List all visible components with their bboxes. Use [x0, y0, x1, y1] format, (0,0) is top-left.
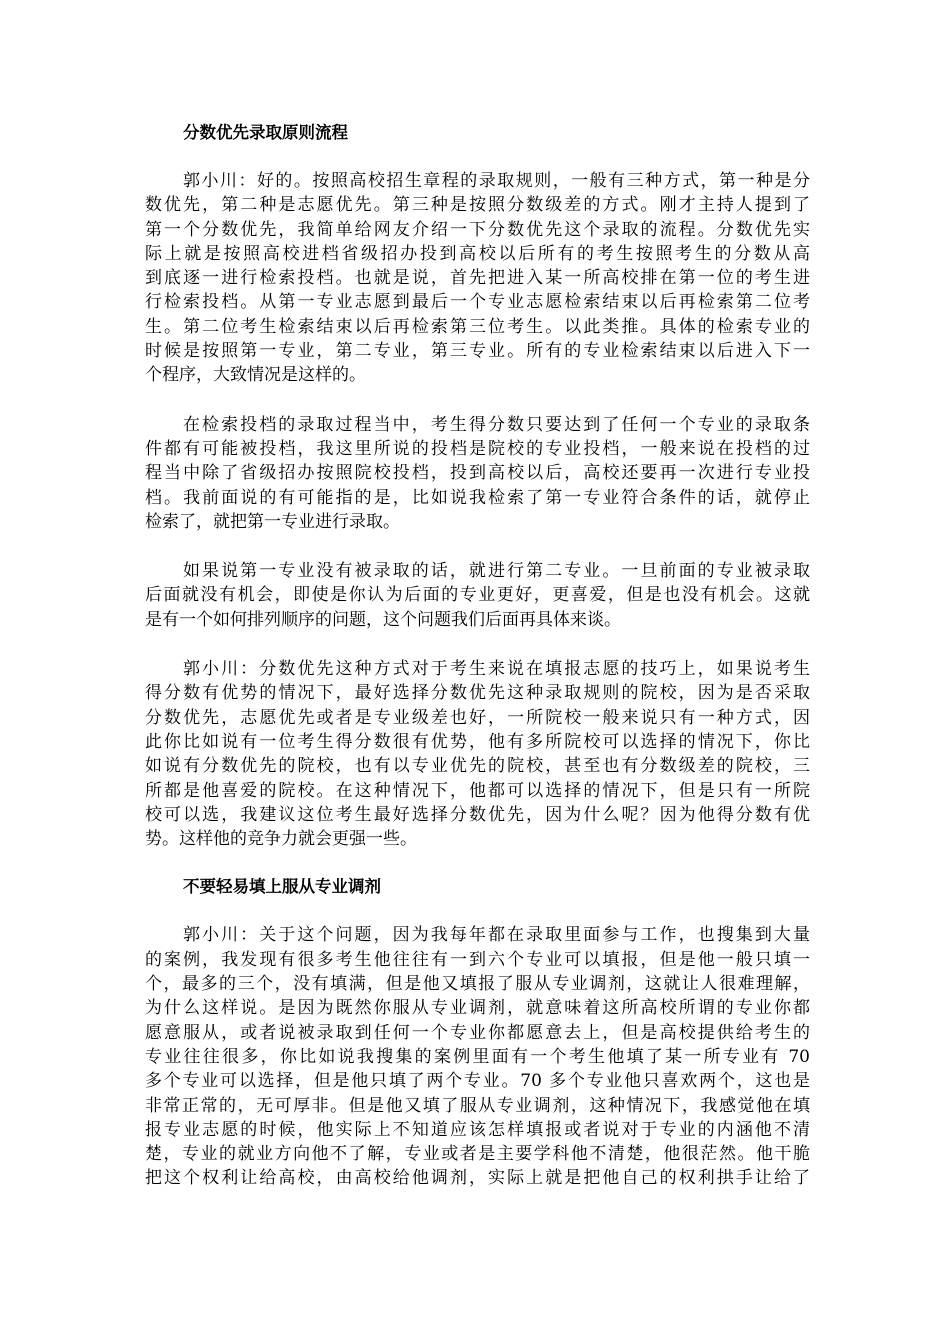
paragraph-line: 程当中除了省级招办按照院校投档，投到高校以后，高校还要再一次进行专业投: [145, 463, 810, 484]
paragraph-line: 是有一个如何排列顺序的问题，这个问题我们后面再具体来谈。: [145, 609, 621, 630]
paragraph-line: 到底逐一进行检索投档。也就是说，首先把进入某一所高校排在第一位的考生进: [145, 268, 810, 289]
paragraph-score-advantage: [145, 657, 810, 851]
document-page: [145, 120, 810, 1191]
paragraph-retrieval-process: [145, 413, 810, 534]
paragraph-line: 郭小川：分数优先这种方式对于考生来说在填报志愿的技巧上，如果说考生: [183, 659, 810, 680]
paragraph-line: 报专业志愿的时候，他实际上不知道应该怎样填报或者说对于专业的内涵他不清: [145, 1119, 810, 1140]
paragraph-line: 在检索投档的录取过程当中，考生得分数只要达到了任何一个专业的录取条: [183, 414, 810, 435]
paragraph-line: 校可以选，我建议这位考生最好选择分数优先，因为什么呢？因为他得分数有优: [145, 804, 810, 825]
paragraph-line: 非常正常的，无可厚非。但是他又填了服从专业调剂，这种情况下，我感觉他在填: [145, 1095, 810, 1116]
paragraph-line: 第一个分数优先，我简单给网友介绍一下分数优先这个录取的流程。分数优先实: [145, 219, 810, 240]
paragraph-score-priority-intro: [145, 169, 810, 388]
paragraph-second-major: [145, 559, 810, 632]
paragraph-line: 个程序，大致情况是这样的。: [145, 365, 366, 386]
paragraph-line: 档。我前面说的有可能指的是，比如说我检索了第一专业符合条件的话，就停止: [145, 487, 810, 508]
paragraph-line: 为什么这样说。是因为既然你服从专业调剂，就意味着这所高校所谓的专业你都: [145, 998, 810, 1019]
paragraph-line: 愿意服从，或者说被录取到任何一个专业你都愿意去上，但是高校提供给考生的: [145, 1022, 810, 1043]
paragraph-line: 如说有分数优先的院校，也有以专业优先的院校，甚至也有分数级差的院校，三: [145, 756, 810, 777]
section-heading-score-priority: 分数优先录取原则流程: [183, 123, 348, 142]
paragraph-line: 时候是按照第一专业，第二专业，第三专业。所有的专业检索结束以后进入下一: [145, 341, 810, 362]
paragraph-line: 郭小川：好的。按照高校招生章程的录取规则，一般有三种方式，第一种是分: [183, 171, 810, 191]
paragraph-line: 多个专业可以选择，但是他只填了两个专业。70 多个专业他只喜欢两个，这也是: [145, 1071, 810, 1092]
paragraph-line: 检索了，就把第一专业进行录取。: [145, 511, 400, 532]
paragraph-major-adjustment: [145, 923, 810, 1190]
paragraph-line: 专业往往很多，你比如说我搜集的案例里面有一个考生他填了某一所专业有 70: [145, 1046, 810, 1067]
paragraph-line: 所都是他喜爱的院校。在这种情况下，他都可以选择的情况下，但是只有一所院: [145, 780, 810, 801]
paragraph-line: 的案例，我发现有很多考生他往往有一到六个专业可以填报，但是他一般只填一: [145, 949, 810, 970]
paragraph-line: 郭小川：关于这个问题，因为我每年都在录取里面参与工作，也搜集到大量: [183, 925, 810, 946]
paragraph-line: 行检索投档。从第一专业志愿到最后一个专业志愿检索结束以后再检索第二位考: [145, 292, 810, 313]
paragraph-line: 数优先，第二种是志愿优先。第三种是按照分数级差的方式。刚才主持人提到了: [145, 195, 810, 216]
paragraph-line: 此你比如说有一位考生得分数很有优势，他有多所院校可以选择的情况下，你比: [145, 731, 810, 752]
paragraph-line: 件都有可能被投档，我这里所说的投档是院校的专业投档，一般来说在投档的过: [145, 438, 810, 459]
paragraph-line: 生。第二位考生检索结束以后再检索第三位考生。以此类推。具体的检索专业的: [145, 316, 810, 337]
paragraph-line: 如果说第一专业没有被录取的话，就进行第二专业。一旦前面的专业被录取: [183, 561, 810, 582]
paragraph-line: 得分数有优势的情况下，最好选择分数优先这种录取规则的院校，因为是否采取: [145, 683, 810, 704]
paragraph-line: 把这个权利让给高校，由高校给他调剂，实际上就是把他自己的权利拱手让给了: [145, 1168, 810, 1189]
paragraph-line: 际上就是按照高校进档省级招办投到高校以后所有的考生按照考生的分数从高: [145, 243, 810, 264]
paragraph-line: 楚，专业的就业方向他不了解，专业或者是主要学科他不清楚，他很茫然。他干脆: [145, 1144, 810, 1165]
paragraph-line: 个，最多的三个，没有填满，但是他又填报了服从专业调剂，这就让人很难理解，: [145, 974, 810, 995]
paragraph-line: 势。这样他的竞争力就会更强一些。: [145, 829, 417, 850]
paragraph-line: 后面就没有机会，即使是你认为后面的专业更好，更喜爱，但是也没有机会。这就: [145, 585, 810, 606]
section-heading-major-adjustment: 不要轻易填上服从专业调剂: [183, 877, 381, 897]
paragraph-line: 分数优先，志愿优先或者是专业级差也好，一所院校一般来说只有一种方式，因: [145, 707, 810, 728]
